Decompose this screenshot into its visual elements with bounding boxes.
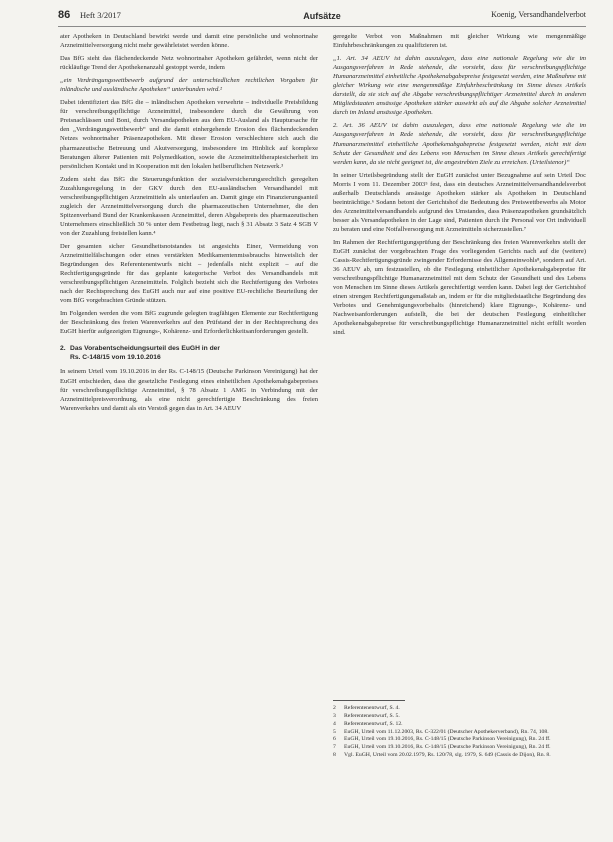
left-paragraph: In seinem Urteil vom 19.10.2016 in der Rs. C-148/15 (Deutsche Parkinson Vereinigung) hat der EuGH entschieden, dass die gesetzliche Festlegung eines einheitlichen Apothekenabgabepreises für verschreibungspflichtige Arzneimittel, § 78 Absatz 1 AMG in Verbindung mit der Arzneimittelpreisverordnung, als eine nicht gerechtfertigte Beschränkung des freien Warenverkehrs und damit als ein Verstoß gegen das in Art. 34 AEUV xyxy=(60,368,318,412)
header-rule xyxy=(58,26,586,27)
footnotes xyxy=(333,705,586,760)
right-paragraph: In seiner Urteilsbegründung stellt der EuGH zunächst unter Bezugnahme auf sein Urteil Doc Morris I vom 11. Dezember 2003⁵ fest, dass ein deutsches Arzneimittelversandhandelsverbot außerhalb Deutschlands ansässige Apotheken stärker als Apotheken in Deutschland beeinträchtige.⁶ Sodann betont der Gerichtshof die Bedeutung des Preiswettbewerbs als Motor des Arzneimittelversandhandels aufgrund des Umstandes, dass Präsenzapotheken grundsätzlich besser als Versandapotheken in der Lage sind, Patienten durch ihr Personal vor Ort individuell zu beraten und eine Notfallversorgung mit Arzneimitteln sicherzustellen.⁷ xyxy=(333,171,586,233)
left-paragraph: Das BfG sieht das flächendeckende Netz wohnortnaher Apotheken gefährdet, wenn nicht der rückläufige Trend der Apothekenanzahl gestoppt werde, indem xyxy=(60,55,318,72)
section-heading xyxy=(60,344,318,362)
left-paragraph: Dabei identifiziert das BfG die – inländischen Apotheken verwehrte – individuelle Preisbildung für verschreibungspflichtige Arzneimittel, insbesondere durch die Gewährung von Preisnachlässen und Boni, durch Versandapotheken aus dem EU-Ausland als Hauptursache für den „Verdrängungswettbewerb“ und die damit einhergehende Erosion des flächendeckenden Netzes wohnortnaher Präsenzapotheken. Mit dieser Erosion verschlechtere sich auch die pharmazeutische Betreuung und Akutversorgung, insbesondere im Hinblick auf komplexe Beratungen älterer Patienten mit Polymedikation, sowie die Arzneimitteltherapiesicherheit im persönlichen Kontakt und in Kooperation mit den lokalen heilberuflichen Netzwerk.³ xyxy=(60,99,318,170)
section-heading-number: 2. xyxy=(60,345,66,353)
page-number: 86 xyxy=(58,9,71,21)
left-paragraphs xyxy=(60,32,318,336)
footnote-number: 4 xyxy=(333,720,336,727)
running-head-author: Koenig, Versandhandelverbot xyxy=(491,10,586,19)
footnote-text: Referentenentwurf, S. 4. xyxy=(344,705,400,711)
left-column xyxy=(60,32,318,417)
right-paragraphs xyxy=(333,32,586,338)
footnote-text: EuGH, Urteil vom 19.10.2016, Rs. C-148/15 (Deutsche Parkinson Vereinigung), Rn. 24 ff. xyxy=(344,736,551,743)
page-header xyxy=(58,6,586,26)
footnote xyxy=(333,713,586,721)
footnote xyxy=(333,705,586,713)
footnote-number: 6 xyxy=(333,736,336,743)
right-paragraph: geregelte Verbot von Maßnahmen mit gleicher Wirkung wie mengenmäßige Einfuhrbeschränkungen zu qualifizieren ist. xyxy=(333,33,586,50)
left-paragraphs-after xyxy=(60,367,318,412)
footnote-text: Referentenentwurf, S. 12. xyxy=(344,720,403,727)
footnote-number: 3 xyxy=(333,712,336,719)
right-paragraph: 2. Art. 36 AEUV ist dahin auszulegen, dass eine nationale Regelung wie die im Ausgangsverfahren in Rede stehende, die vorsieht, dass für verschreibungspflichtige Humanarzneimittel einheitliche Apothekenabgabepreise festgesetzt werden, nicht mit dem Schutz der Gesundheit und des Lebens von Menschen im Sinne dieses Artikels gerechtfertigt werden kann, da sie nicht geeignet ist, die angestrebten Ziele zu erreichen. (Urteilstenor)“ xyxy=(333,122,586,166)
footnote-number: 7 xyxy=(333,744,336,751)
issue-label: Heft 3/2017 xyxy=(80,10,121,20)
section-heading-line2: Rs. C-148/15 vom 19.10.2016 xyxy=(70,354,161,362)
left-paragraph: ater Apotheken in Deutschland bewirkt werde und damit eine persönliche und wohnortnahe Arzneimittelversorgung nicht mehr gewährleistet werden könne. xyxy=(60,33,318,50)
right-paragraph: Im Rahmen der Rechtfertigungsprüfung der Beschränkung des freien Warenverkehrs stellt der EuGH zunächst der vorgebrachten Frage des vorliegenden Gerichts nach auf die (weitere) Cassis-Rechtfertigungsgründe zwingender Erfordernisse des Allgemeinwohls⁸, sondern auf Art. 36 AEUV ab, um festzustellen, ob die Festlegung einheitlicher Apothekenabgabepreise für verschreibungspflichtige Humanarzneimittel mit dem Schutz der Gesundheit und des Lebens von Menschen im Sinne dieses Artikels gerechtfertigt werden kann. Dabei legt der Gerichtshof einen strengen Rechtfertigungsmaßstab an, indem er für die mitgliedstaatliche Begründung des Verbotes und Genehmigungsvorbehalts (hinreichend) klare Eignungs-, Kohärenz- und Nachweisanforderungen aufstellt, die bei der deutschen Festlegung einheitlicher Apothekenabgabepreise für verschreibungspflichtige Humanarzneimittel nicht erfüllt worden sind. xyxy=(333,238,586,337)
footnote-number: 2 xyxy=(333,705,336,711)
footnote-text: EuGH, Urteil vom 11.12.2003, Rs. C-322/01 (Deutscher Apothekerverband), Rn. 74, 108. xyxy=(344,728,549,735)
footnote xyxy=(333,744,586,752)
footnote-number: 5 xyxy=(333,728,336,735)
right-paragraph: „1. Art. 34 AEUV ist dahin auszulegen, dass eine nationale Regelung wie die im Ausgangsverfahren in Rede stehende, die vorsieht, dass für verschreibungspflichtige Humanarzneimittel einheitliche Apothekenabgabepreise festgesetzt werden, eine Maßnahme mit gleicher Wirkung wie eine mengenmäßige Einfuhrbeschränkung im Sinne dieses Artikels darstellt, da sie sich auf die Abgabe verschreibungspflichtiger Arzneimittel durch in anderen Mitgliedstaaten ansässige Apotheken stärker auswirkt als auf die Abgabe solcher Arzneimittel durch im Inland ansässige Apotheken. xyxy=(333,55,586,117)
left-paragraph: Im Folgenden werden die vom BfG zugrunde gelegten tragfähigen Elemente zur Rechtfertigung der Beschränkung des freien Warenverkehrs auf den Prüfstand der in der Rechtsprechung des EuGH hierfür aufgezeigten Eignungs-, Kohärenz- und Erforderlichkeitsanforderungen gestellt. xyxy=(60,310,318,336)
section-title: Aufsätze xyxy=(303,11,341,21)
footnote-number: 8 xyxy=(333,752,336,759)
left-paragraph: „ein Verdrängungswettbewerb aufgrund der unterschiedlichen rechtlichen Vorgaben für inländische und ausländische Apotheken“ unterbunden wird.² xyxy=(60,77,318,94)
footnote-text: EuGH, Urteil vom 19.10.2016, Rs. C-148/15 (Deutsche Parkinson Vereinigung), Rn. 24 ff. xyxy=(344,744,551,751)
footnote xyxy=(333,752,586,760)
left-paragraph: Der gesamten sicher Gesundheitsnotstandes ist angesichts Einer, Vermeidung von Arzneimittelfälschungen oder eines verstärkten Medikamentenmissbrauchs hinweislich der Begründungen des Referentenentwurfs nicht – jedenfalls nicht explizit – auf die Rechtfertigungsgründe für das geplante kategorische Verbot des Versandhandels mit verschreibungspflichtigen Arzneimitteln. Folglich bezieht sich die Rechtfertigung des Verbotes nach der Rechtsprechung des EuGH auch nur auf eine positive EU-rechtliche Beurteilung der vom BfG vorgebrachten Gründe stützen. xyxy=(60,242,318,305)
footnote-rule xyxy=(333,700,405,701)
section-heading-line1: Das Vorabentscheidungsurteil des EuGH in der xyxy=(70,345,221,353)
footnote xyxy=(333,721,586,729)
footnote-text: Referentenentwurf, S. 5. xyxy=(344,712,400,719)
footnote-text: Vgl. EuGH, Urteil vom 20.02.1979, Rs. 120/78, slg. 1979, S. 649 (Cassis de Dijon), Rn. 8. xyxy=(344,752,551,759)
right-column xyxy=(333,32,586,342)
left-paragraph: Zudem sieht das BfG die Steuerungsfunktion der sozialversicherungsrechtlich geregelten Zuzahlungsregelung in der GKV durch den EU-ausländischen Versandhandel mit verschreibungspflichtigen Arzneimitteln als unterlaufen an. Damit ginge ein Finanzierungsanteil zugleich der Arzneimittelversorgung durch die pharmazeutischen Unternehmer, die den Spitzenverband Bund der Krankenkassen Arzneimittel, deren Abgabepreis des pharmazeutischen Unternehmers einschließlich 30 % unter dem Festbetrag liegt, nach § 31 Absatz 3 Satz 4 SGB V von der Zuzahlung freistellen kann.⁴ xyxy=(60,175,318,237)
